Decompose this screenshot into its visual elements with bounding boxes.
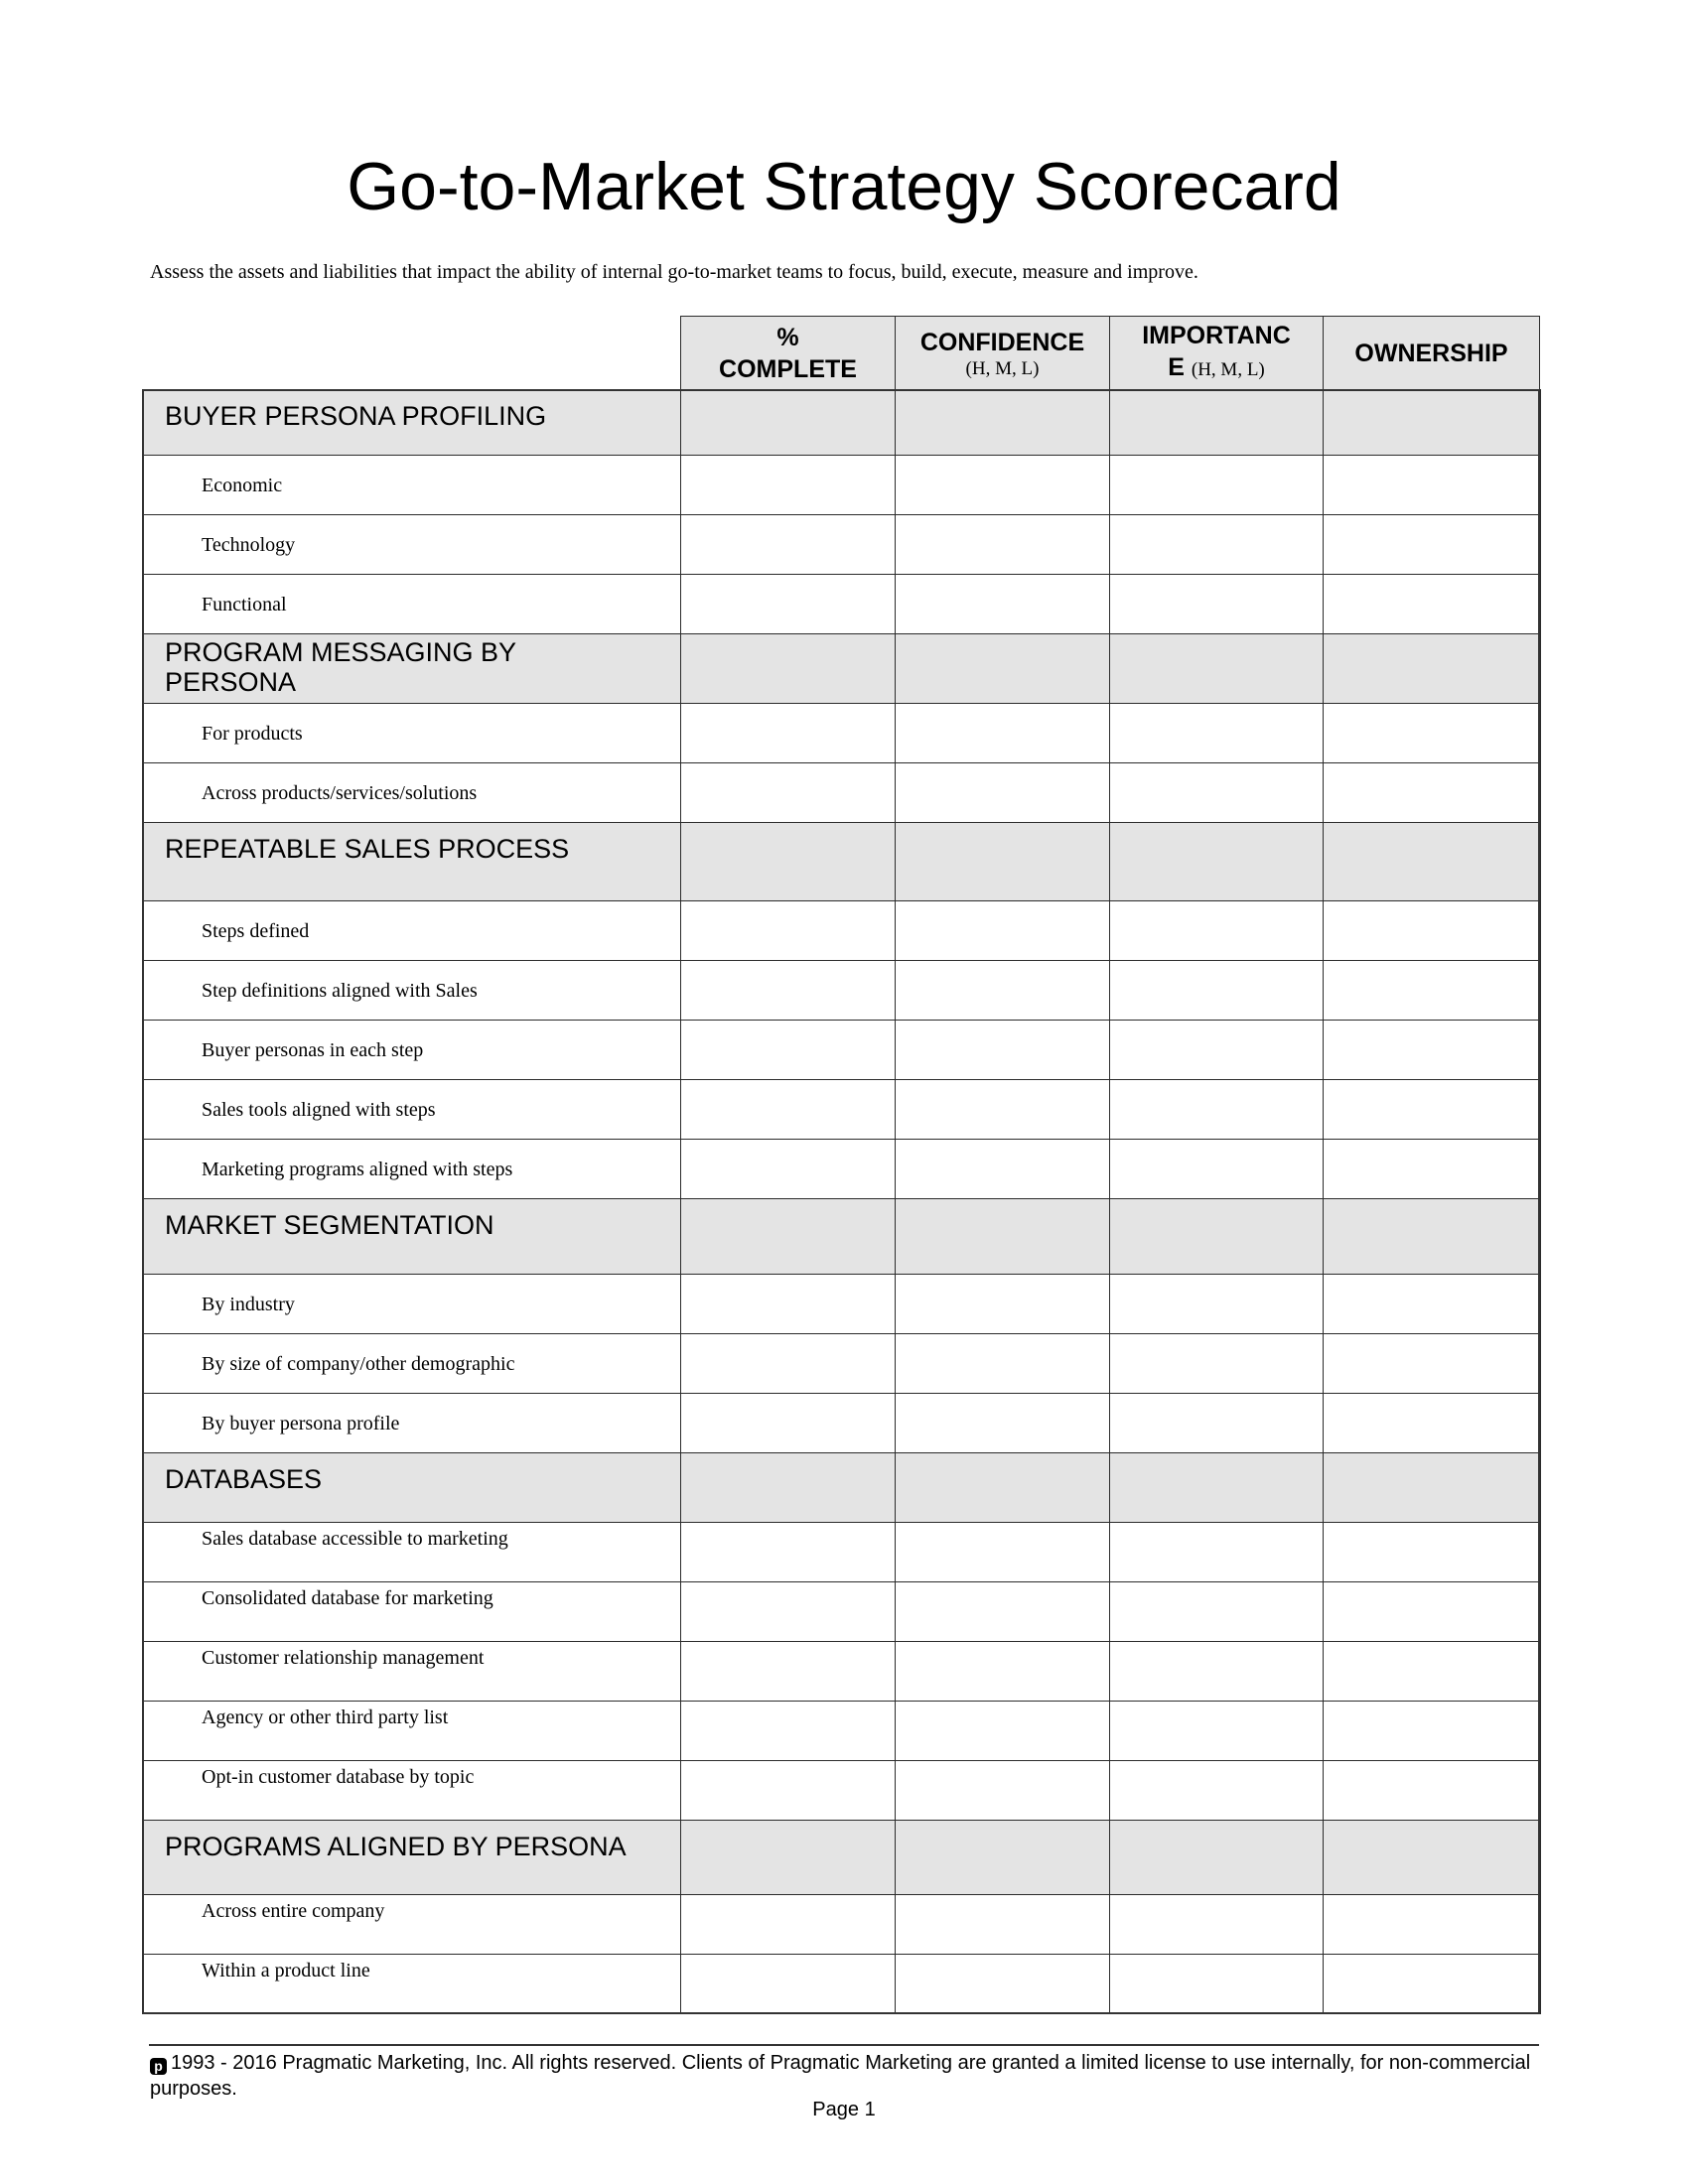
- item-cell-ownership[interactable]: [1323, 1894, 1541, 1955]
- item-cell-confidence[interactable]: [895, 1522, 1110, 1582]
- section-header: [142, 389, 681, 456]
- item-cell-ownership[interactable]: [1323, 1760, 1541, 1821]
- item-cell-importance[interactable]: [1109, 1020, 1324, 1080]
- column-header-confidence-scale: (H, M, L): [965, 357, 1040, 379]
- item-cell-complete[interactable]: [680, 1139, 896, 1199]
- item-cell-ownership[interactable]: [1323, 455, 1541, 515]
- section-header: [142, 822, 681, 901]
- item-cell-complete[interactable]: [680, 455, 896, 515]
- item-cell-importance[interactable]: [1109, 900, 1324, 961]
- section-cell-complete[interactable]: [680, 1198, 896, 1275]
- item-cell-confidence[interactable]: [895, 1079, 1110, 1140]
- column-header-complete-line1: %: [776, 323, 799, 351]
- section-cell-confidence[interactable]: [895, 1198, 1110, 1275]
- item-cell-importance[interactable]: [1109, 514, 1324, 575]
- column-header-complete-line2: COMPLETE: [719, 354, 857, 383]
- page-number: Page 1: [812, 2099, 876, 2120]
- item-cell-ownership[interactable]: [1323, 703, 1541, 763]
- item-cell-importance[interactable]: [1109, 762, 1324, 823]
- item-cell-ownership[interactable]: [1323, 574, 1541, 634]
- item-cell-importance[interactable]: [1109, 1274, 1324, 1334]
- section-cell-importance[interactable]: [1109, 1820, 1324, 1895]
- item-cell-importance[interactable]: [1109, 574, 1324, 634]
- item-cell-confidence[interactable]: [895, 574, 1110, 634]
- section-cell-complete[interactable]: [680, 389, 896, 456]
- pragmatic-logo-icon: p: [150, 2058, 167, 2075]
- item-cell-ownership[interactable]: [1323, 1079, 1541, 1140]
- item-cell-confidence[interactable]: [895, 1701, 1110, 1761]
- section-cell-importance[interactable]: [1109, 822, 1324, 901]
- item-cell-importance[interactable]: [1109, 1701, 1324, 1761]
- item-cell-complete[interactable]: [680, 1274, 896, 1334]
- section-title: MARKET SEGMENTATION: [165, 1210, 494, 1240]
- column-header-importance-line2: E: [1168, 353, 1185, 381]
- section-title: PROGRAMS ALIGNED BY PERSONA: [165, 1832, 627, 1861]
- item-cell-importance[interactable]: [1109, 703, 1324, 763]
- section-cell-importance[interactable]: [1109, 1198, 1324, 1275]
- item-cell-complete[interactable]: [680, 1393, 896, 1453]
- item-label: Opt-in customer database by topic: [142, 1760, 681, 1821]
- item-cell-importance[interactable]: [1109, 455, 1324, 515]
- item-cell-confidence[interactable]: [895, 455, 1110, 515]
- item-cell-complete[interactable]: [680, 1581, 896, 1642]
- section-header: [142, 633, 681, 704]
- section-cell-importance[interactable]: [1109, 389, 1324, 456]
- item-label: By size of company/other demographic: [142, 1333, 681, 1394]
- item-cell-confidence[interactable]: [895, 900, 1110, 961]
- item-label: Economic: [142, 455, 681, 515]
- item-cell-ownership[interactable]: [1323, 1393, 1541, 1453]
- section-cell-complete[interactable]: [680, 822, 896, 901]
- section-cell-complete[interactable]: [680, 1820, 896, 1895]
- item-cell-importance[interactable]: [1109, 1393, 1324, 1453]
- item-label: For products: [142, 703, 681, 763]
- item-cell-ownership[interactable]: [1323, 1333, 1541, 1394]
- item-cell-confidence[interactable]: [895, 1760, 1110, 1821]
- section-cell-complete[interactable]: [680, 633, 896, 704]
- item-label: Within a product line: [142, 1954, 681, 2014]
- section-cell-confidence[interactable]: [895, 822, 1110, 901]
- item-label: Agency or other third party list: [142, 1701, 681, 1761]
- item-label: Marketing programs aligned with steps: [142, 1139, 681, 1199]
- item-cell-complete[interactable]: [680, 1760, 896, 1821]
- section-title: DATABASES: [165, 1464, 323, 1494]
- item-cell-ownership[interactable]: [1323, 1954, 1541, 2014]
- item-cell-importance[interactable]: [1109, 1581, 1324, 1642]
- item-cell-complete[interactable]: [680, 900, 896, 961]
- item-label: Across entire company: [142, 1894, 681, 1955]
- item-cell-ownership[interactable]: [1323, 1139, 1541, 1199]
- item-cell-confidence[interactable]: [895, 1894, 1110, 1955]
- section-cell-ownership[interactable]: [1323, 633, 1541, 704]
- item-label: Functional: [142, 574, 681, 634]
- item-cell-confidence[interactable]: [895, 514, 1110, 575]
- item-cell-ownership[interactable]: [1323, 1581, 1541, 1642]
- item-cell-ownership[interactable]: [1323, 1020, 1541, 1080]
- section-title-line1: PROGRAM MESSAGING BY: [165, 637, 517, 667]
- item-cell-complete[interactable]: [680, 574, 896, 634]
- item-label: By buyer persona profile: [142, 1393, 681, 1453]
- page-subtitle: Assess the assets and liabilities that impact the ability of internal go-to-market teams to focus, build, execute, measure and improve.: [150, 261, 1198, 283]
- item-label: Sales database accessible to marketing: [142, 1522, 681, 1582]
- item-cell-ownership[interactable]: [1323, 1274, 1541, 1334]
- item-cell-importance[interactable]: [1109, 1894, 1324, 1955]
- footer-copyright: [150, 2050, 1540, 2102]
- item-label: Technology: [142, 514, 681, 575]
- footer-divider: [149, 2044, 1539, 2046]
- section-cell-confidence[interactable]: [895, 1820, 1110, 1895]
- item-label: Sales tools aligned with steps: [142, 1079, 681, 1140]
- section-cell-ownership[interactable]: [1323, 1452, 1541, 1523]
- item-cell-importance[interactable]: [1109, 1760, 1324, 1821]
- item-cell-ownership[interactable]: [1323, 900, 1541, 961]
- item-cell-confidence[interactable]: [895, 1393, 1110, 1453]
- footer-copyright-text: 1993 - 2016 Pragmatic Marketing, Inc. All rights reserved. Clients of Pragmatic Marketing are granted a limited license to use internally, for non-commercial purposes.: [150, 2052, 1531, 2100]
- item-cell-confidence[interactable]: [895, 1581, 1110, 1642]
- column-header-ownership-label: OWNERSHIP: [1354, 339, 1508, 367]
- item-label: Across products/services/solutions: [142, 762, 681, 823]
- item-cell-confidence[interactable]: [895, 762, 1110, 823]
- item-cell-importance[interactable]: [1109, 1954, 1324, 2014]
- item-label: Consolidated database for marketing: [142, 1581, 681, 1642]
- item-cell-complete[interactable]: [680, 1333, 896, 1394]
- section-header: [142, 1198, 681, 1275]
- item-cell-confidence[interactable]: [895, 703, 1110, 763]
- column-header-complete: [680, 316, 896, 390]
- item-label: Customer relationship management: [142, 1641, 681, 1702]
- section-cell-ownership[interactable]: [1323, 1820, 1541, 1895]
- column-header-importance: [1109, 316, 1324, 390]
- section-title: BUYER PERSONA PROFILING: [165, 401, 547, 431]
- page-title: Go-to-Market Strategy Scorecard: [347, 149, 1341, 224]
- item-label: Buyer personas in each step: [142, 1020, 681, 1080]
- section-cell-complete[interactable]: [680, 1452, 896, 1523]
- item-label: By industry: [142, 1274, 681, 1334]
- item-cell-importance[interactable]: [1109, 1079, 1324, 1140]
- item-cell-importance[interactable]: [1109, 1641, 1324, 1702]
- item-cell-complete[interactable]: [680, 514, 896, 575]
- item-cell-complete[interactable]: [680, 1641, 896, 1702]
- column-header-confidence: [895, 316, 1110, 390]
- item-label: Steps defined: [142, 900, 681, 961]
- section-cell-ownership[interactable]: [1323, 1198, 1541, 1275]
- column-header-confidence-label: CONFIDENCE: [919, 328, 1085, 356]
- item-cell-complete[interactable]: [680, 1020, 896, 1080]
- item-cell-confidence[interactable]: [895, 1020, 1110, 1080]
- item-cell-complete[interactable]: [680, 762, 896, 823]
- item-label: Step definitions aligned with Sales: [142, 960, 681, 1021]
- item-cell-ownership[interactable]: [1323, 1522, 1541, 1582]
- section-cell-importance[interactable]: [1109, 1452, 1324, 1523]
- section-cell-confidence[interactable]: [895, 389, 1110, 456]
- item-cell-confidence[interactable]: [895, 1274, 1110, 1334]
- item-cell-importance[interactable]: [1109, 1139, 1324, 1199]
- section-cell-importance[interactable]: [1109, 633, 1324, 704]
- item-cell-complete[interactable]: [680, 1894, 896, 1955]
- item-cell-importance[interactable]: [1109, 1333, 1324, 1394]
- item-cell-ownership[interactable]: [1323, 960, 1541, 1021]
- item-cell-ownership[interactable]: [1323, 762, 1541, 823]
- item-cell-ownership[interactable]: [1323, 514, 1541, 575]
- item-cell-ownership[interactable]: [1323, 1641, 1541, 1702]
- item-cell-confidence[interactable]: [895, 1641, 1110, 1702]
- item-cell-confidence[interactable]: [895, 960, 1110, 1021]
- column-header-importance-line1: IMPORTANC: [1142, 322, 1291, 349]
- section-cell-ownership[interactable]: [1323, 822, 1541, 901]
- item-cell-complete[interactable]: [680, 960, 896, 1021]
- item-cell-importance[interactable]: [1109, 1522, 1324, 1582]
- section-cell-ownership[interactable]: [1323, 389, 1541, 456]
- item-cell-complete[interactable]: [680, 703, 896, 763]
- item-cell-ownership[interactable]: [1323, 1701, 1541, 1761]
- section-cell-confidence[interactable]: [895, 1452, 1110, 1523]
- item-cell-confidence[interactable]: [895, 1333, 1110, 1394]
- item-cell-complete[interactable]: [680, 1079, 896, 1140]
- item-cell-complete[interactable]: [680, 1701, 896, 1761]
- column-header-ownership: [1323, 316, 1540, 390]
- item-cell-importance[interactable]: [1109, 960, 1324, 1021]
- section-title: REPEATABLE SALES PROCESS: [165, 834, 570, 864]
- section-cell-confidence[interactable]: [895, 633, 1110, 704]
- item-cell-complete[interactable]: [680, 1954, 896, 2014]
- column-header-importance-scale: (H, M, L): [1191, 359, 1265, 380]
- item-cell-confidence[interactable]: [895, 1139, 1110, 1199]
- item-cell-confidence[interactable]: [895, 1954, 1110, 2014]
- section-title-line2: PERSONA: [165, 667, 297, 697]
- section-header: [142, 1820, 681, 1895]
- section-header: [142, 1452, 681, 1523]
- item-cell-complete[interactable]: [680, 1522, 896, 1582]
